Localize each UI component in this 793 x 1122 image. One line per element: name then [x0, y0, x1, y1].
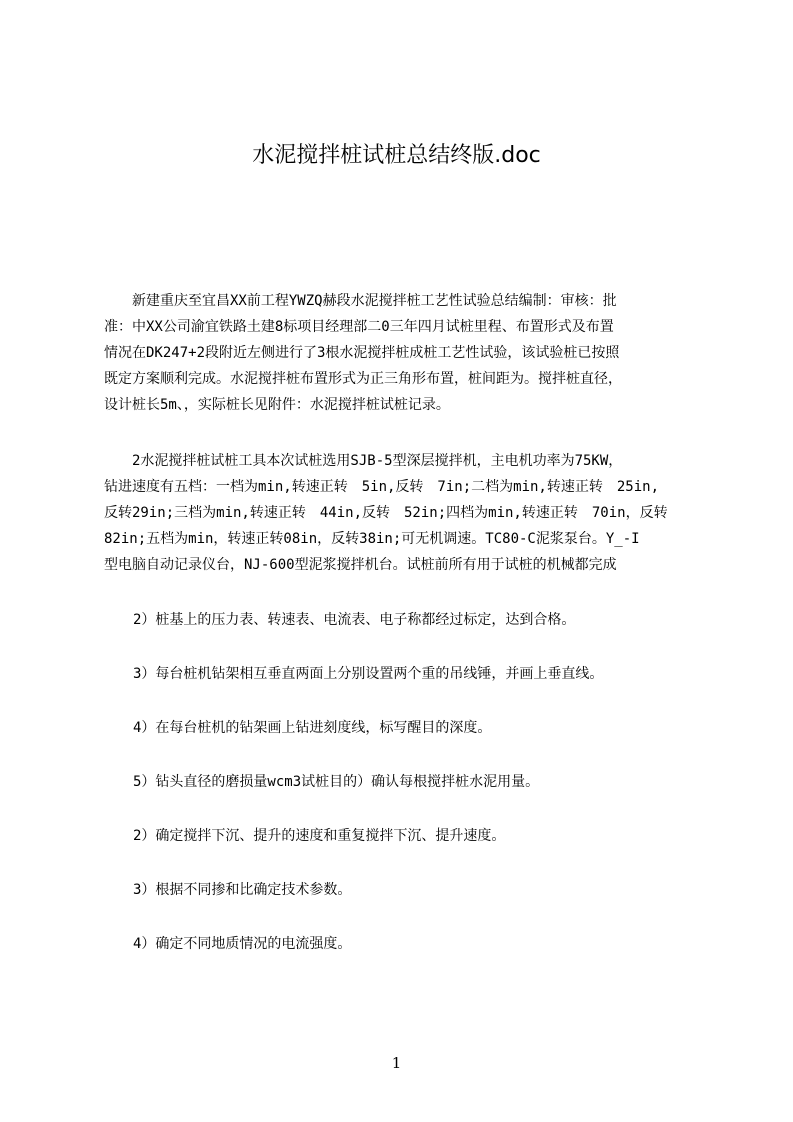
list-item: 3）根据不同掺和比确定技术参数。 — [133, 882, 352, 898]
paragraph-line: 既定方案顺利完成。水泥搅拌桩布置形式为正三角形布置，桩间距为。搅拌桩直径， — [104, 371, 622, 387]
paragraph-line: 钻进速度有五档：一档为min,转速正转 5in,反转 7in;二档为min,转速正转 25in, — [104, 479, 660, 495]
paragraph-line: 82in;五档为min，转速正转08in，反转38in;可无机调速。TC80-C泥浆泵台。Y_-I — [104, 531, 640, 547]
paragraph-line: 设计桩长5m、，实际桩长见附件：水泥搅拌桩试桩记录。 — [104, 397, 450, 413]
paragraph-line: 2水泥搅拌桩试桩工具本次试桩选用SJB-5型深层搅拌机，主电机功率为75KW， — [104, 453, 623, 469]
list-item: 4）确定不同地质情况的电流强度。 — [133, 936, 352, 952]
paragraph-line: 新建重庆至宜昌XX前工程YWZQ赫段水泥搅拌桩工艺性试验总结编制：审核：批 — [104, 293, 617, 309]
document-title: 水泥搅拌桩试桩总结终版.doc — [252, 143, 541, 168]
paragraph-line: 情况在DK247+2段附近左侧进行了3根水泥搅拌桩成桩工艺性试验，该试验桩已按照 — [104, 345, 620, 361]
paragraph-intro — [104, 288, 697, 418]
page-number: 1 — [391, 1054, 402, 1072]
list-item: 5）钻头直径的磨损量wcm3试桩目的）确认每根搅拌桩水泥用量。 — [133, 774, 540, 790]
list-item: 2）桩基上的压力表、转速表、电流表、电子称都经过标定，达到合格。 — [133, 612, 576, 628]
list-item: 3）每台桩机钻架相互垂直两面上分别设置两个重的吊线锤，并画上垂直线。 — [133, 666, 604, 682]
list-item: 4）在每台桩机的钻架画上钻进刻度线，标写醒目的深度。 — [133, 720, 492, 736]
paragraph-line: 型电脑自动记录仪台，NJ-600型泥浆搅拌机台。试桩前所有用于试桩的机械都完成 — [104, 557, 617, 573]
paragraph-line: 反转29in;三档为min,转速正转 44in,反转 52in;四档为min,转速正转 70in，反转 — [104, 505, 668, 521]
paragraph-line: 准：中XX公司渝宜铁路土建8标项目经理部二0三年四月试桩里程、布置形式及布置 — [104, 319, 614, 335]
list-item: 2）确定搅拌下沉、提升的速度和重复搅拌下沉、提升速度。 — [133, 828, 506, 844]
paragraph-equipment — [104, 448, 697, 578]
